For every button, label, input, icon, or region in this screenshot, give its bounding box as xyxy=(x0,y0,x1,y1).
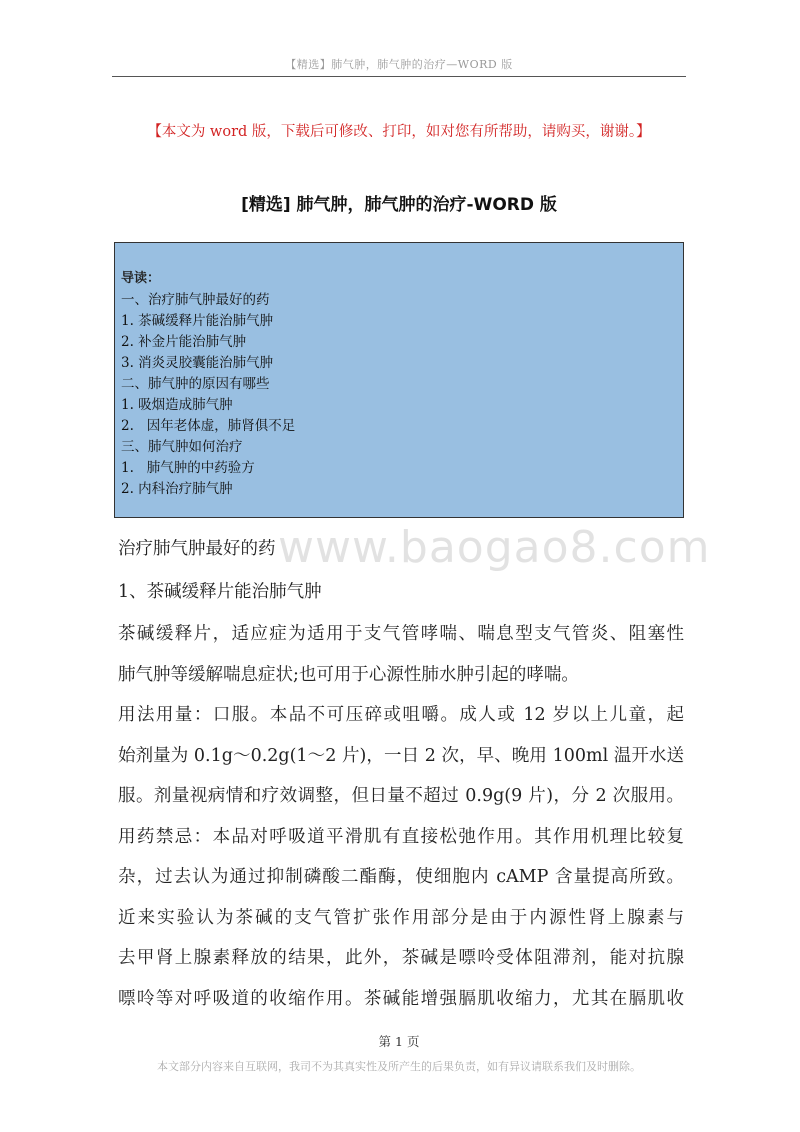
guide-item: 2. 因年老体虚，肺肾俱不足 xyxy=(121,418,296,434)
section-title: 治疗肺气肿最好的药 xyxy=(118,539,276,559)
guide-item: 三、肺气肿如何治疗 xyxy=(121,439,243,455)
guide-item: 1. 肺气肿的中药验方 xyxy=(121,460,255,476)
sub-title: 1、茶碱缓释片能治肺气肿 xyxy=(118,582,322,602)
guide-item: 一、治疗肺气肿最好的药 xyxy=(121,292,270,308)
guide-item: 3. 消炎灵胶囊能治肺气肿 xyxy=(121,355,274,371)
guide-item: 2. 补金片能治肺气肿 xyxy=(121,334,247,350)
purchase-notice: 【本文为 word 版，下载后可修改、打印，如对您有所帮助，请购买，谢谢。】 xyxy=(147,124,651,140)
guide-item: 二、肺气肿的原因有哪些 xyxy=(121,376,270,392)
body-line: 用法用量：口服。本品不可压碎或咀嚼。成人或 12 岁以上儿童，起 xyxy=(118,705,684,725)
body-line: 肺气肿等缓解喘息症状;也可用于心源性肺水肿引起的哮喘。 xyxy=(118,664,579,685)
body-line: 嘌呤等对呼吸道的收缩作用。茶碱能增强膈肌收缩力，尤其在膈肌收 xyxy=(118,988,684,1009)
guide-item: 1. 吸烟造成肺气肿 xyxy=(121,397,233,413)
page-number: 第 1 页 xyxy=(378,1034,420,1049)
guide-item: 2. 内科治疗肺气肿 xyxy=(121,481,233,497)
header-divider xyxy=(112,76,686,77)
guide-item: 1. 茶碱缓释片能治肺气肿 xyxy=(121,313,274,329)
body-line: 杂，过去认为通过抑制磷酸二酯酶，使细胞内 cAMP 含量提高所致。 xyxy=(118,867,684,887)
page-header: 【精选】肺气肿，肺气肿的治疗—WORD 版 xyxy=(285,58,513,71)
guide-box xyxy=(114,242,684,518)
body-line: 近来实验认为茶碱的支气管扩张作用部分是由于内源性肾上腺素与 xyxy=(118,907,684,928)
page-footer: 本文部分内容来自互联网，我司不为其真实性及所产生的后果负责，如有异议请联系我们及时删除。 xyxy=(157,1060,641,1073)
body-line: 用药禁忌：本品对呼吸道平滑肌有直接松弛作用。其作用机理比较复 xyxy=(118,826,684,847)
body-line: 去甲肾上腺素释放的结果，此外，茶碱是嘌呤受体阻滞剂，能对抗腺 xyxy=(118,948,684,968)
body-line: 始剂量为 0.1g～0.2g(1～2 片)，一日 2 次，早、晚用 100ml 温开水送 xyxy=(118,745,684,766)
body-text xyxy=(118,528,684,1019)
document-title: [精选] 肺气肿，肺气肿的治疗-WORD 版 xyxy=(241,195,557,215)
guide-heading: 导读： xyxy=(121,271,161,286)
watermark: www.baogao8.com xyxy=(278,522,711,573)
body-line: 茶碱缓释片，适应症为适用于支气管哮喘、喘息型支气管炎、阻塞性 xyxy=(118,624,684,644)
body-line: 服。剂量视病情和疗效调整，但日量不超过 0.9g(9 片)，分 2 次服用。 xyxy=(118,786,684,806)
